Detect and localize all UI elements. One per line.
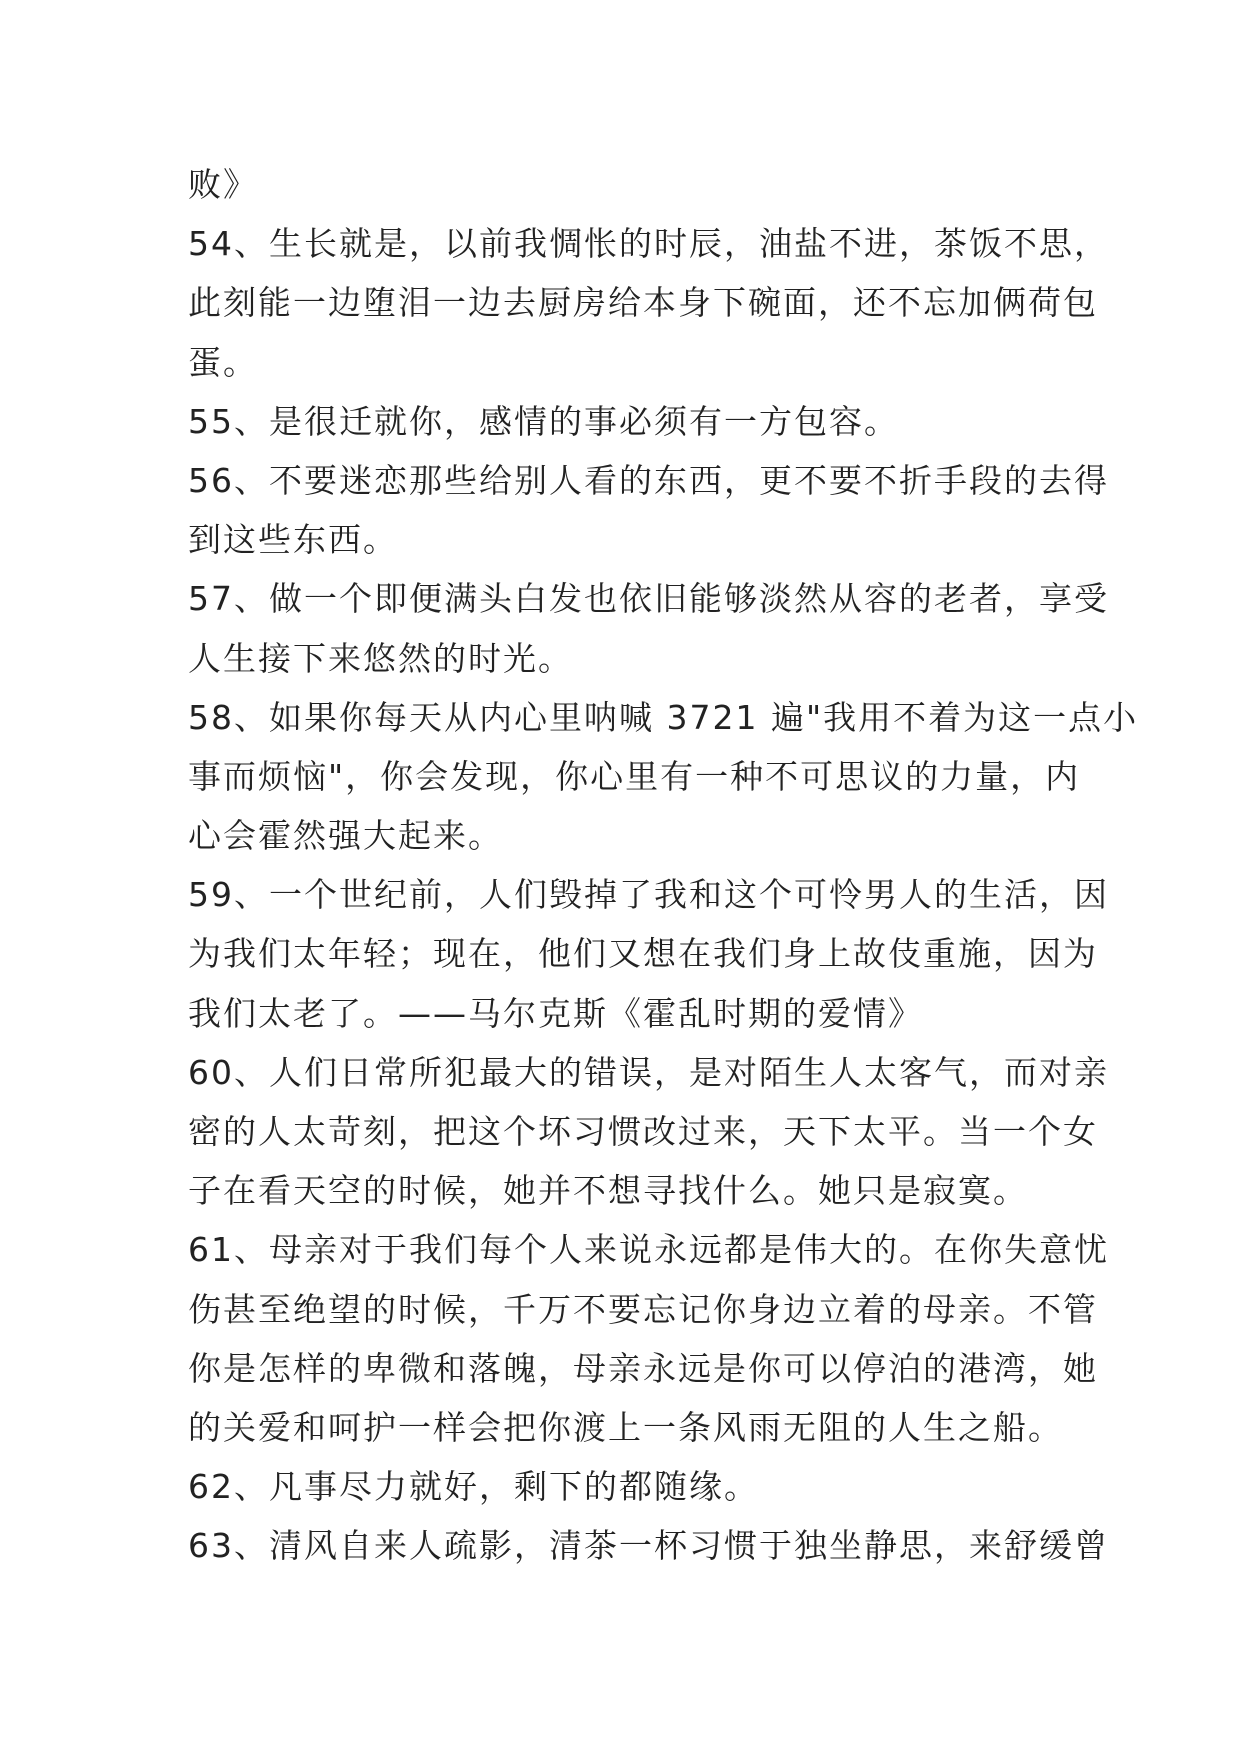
text-line: 56、不要迷恋那些给别人看的东西，更不要不折手段的去得: [188, 460, 1109, 500]
text-line: 63、清风自来人疏影，清茶一杯习惯于独坐静思，来舒缓曾: [188, 1526, 1109, 1566]
text-line: 59、一个世纪前，人们毁掉了我和这个可怜男人的生活，因: [188, 875, 1109, 915]
text-line: 事而烦恼"，你会发现，你心里有一种不可思议的力量，内: [188, 756, 1081, 796]
text-line: 55、是很迁就你，感情的事必须有一方包容。: [188, 401, 899, 441]
text-line: 你是怎样的卑微和落魄，母亲永远是你可以停泊的港湾，她: [188, 1348, 1098, 1388]
text-line: 62、凡事尽力就好，剩下的都随缘。: [188, 1467, 759, 1507]
text-line: 61、母亲对于我们每个人来说永远都是伟大的。在你失意忧: [188, 1230, 1109, 1270]
text-line: 54、生长就是，以前我惆怅的时辰，油盐不进，茶饭不思，: [188, 224, 1109, 264]
text-line: 60、人们日常所犯最大的错误，是对陌生人太客气，而对亲: [188, 1052, 1109, 1092]
text-line: 58、如果你每天从内心里呐喊 3721 遍"我用不着为这一点小: [188, 697, 1139, 737]
text-line: 我们太老了。——马尔克斯《霍乱时期的爱情》: [188, 993, 923, 1033]
text-line: 人生接下来悠然的时光。: [188, 638, 573, 678]
text-line: 的关爱和呵护一样会把你渡上一条风雨无阻的人生之船。: [188, 1407, 1063, 1447]
text-line: 57、做一个即便满头白发也依旧能够淡然从容的老者，享受: [188, 579, 1109, 619]
text-line: 密的人太苛刻，把这个坏习惯改过来，天下太平。当一个女: [188, 1112, 1098, 1151]
text-line: 到这些东西。: [188, 520, 398, 560]
text-line: 子在看天空的时候，她并不想寻找什么。她只是寂寞。: [188, 1171, 1028, 1211]
text-line: 蛋。: [188, 342, 258, 382]
text-line: 为我们太年轻；现在，他们又想在我们身上故伎重施，因为: [188, 934, 1098, 974]
text-line: 败》: [188, 165, 258, 204]
text-line: 伤甚至绝望的时候，千万不要忘记你身边立着的母亲。不管: [188, 1289, 1098, 1329]
text-line: 此刻能一边堕泪一边去厨房给本身下碗面，还不忘加俩荷包: [188, 283, 1098, 323]
text-line: 心会霍然强大起来。: [188, 816, 503, 856]
document-body: [188, 155, 1139, 1576]
